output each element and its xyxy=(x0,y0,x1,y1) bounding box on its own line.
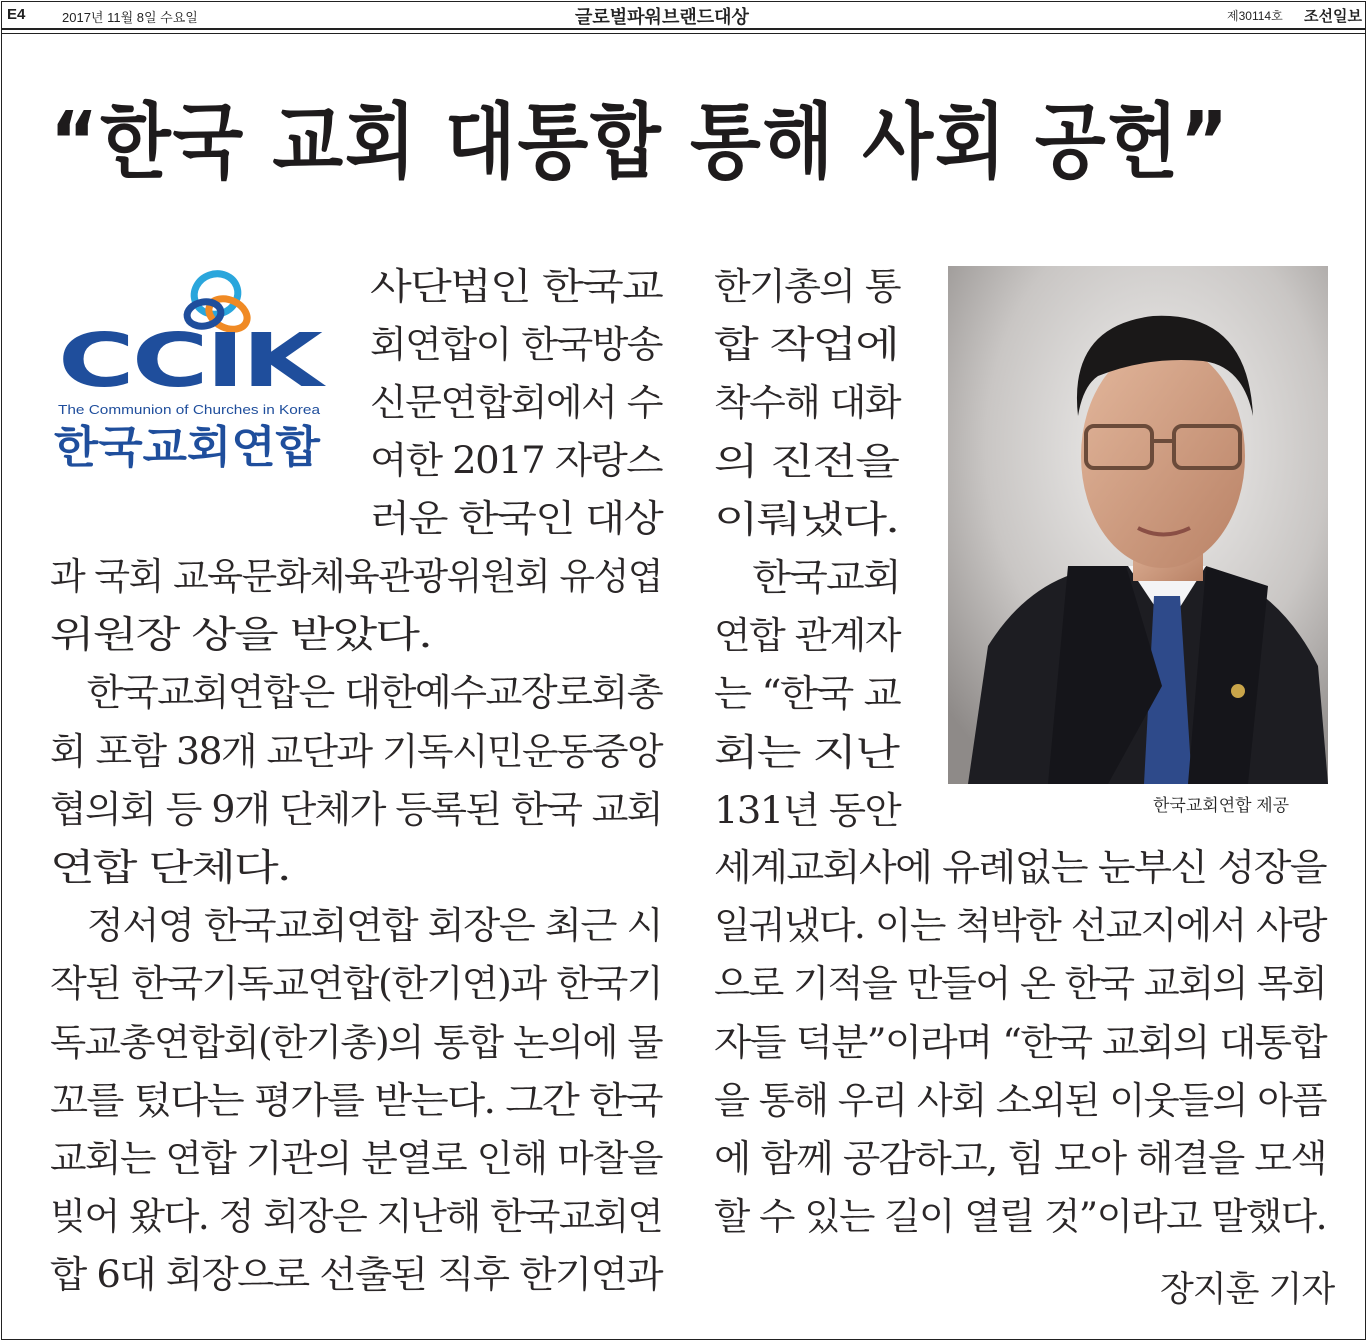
article-line: 이뤄냈다. xyxy=(714,497,899,541)
article-line: 독교총연합회(한기총)의 통합 논의에 물 xyxy=(50,1020,662,1064)
header-rule xyxy=(2,28,1365,30)
article-line: 연합 단체다. xyxy=(50,846,290,889)
article-line: 한국교회 xyxy=(714,556,900,599)
article-line: 여한 2017 자랑스 xyxy=(370,439,662,482)
photo-caption: 한국교회연합 제공 xyxy=(1153,796,1290,815)
article-line: 의 진전을 xyxy=(714,439,899,483)
article-line: 작된 한국기독교연합(한기연)과 한국기 xyxy=(50,962,662,1006)
logo-subtitle: The Communion of Churches in Korea xyxy=(58,402,321,417)
article-line: 착수해 대화 xyxy=(714,381,900,425)
portrait-photo xyxy=(948,266,1328,784)
logo-wordmark: CCIK xyxy=(58,318,327,404)
article-line: 합 작업에 xyxy=(714,323,899,367)
issue-number: 제30114호 xyxy=(1227,9,1283,23)
article-line: 합 6대 회장으로 선출된 직후 한기연과 xyxy=(50,1253,662,1297)
article-line: 위원장 상을 받았다. xyxy=(50,613,431,657)
article-line: 는 “한국 교 xyxy=(714,672,900,716)
article-line: 할 수 있는 길이 열릴 것”이라고 말했다. xyxy=(714,1195,1326,1239)
article-line: 일궈냈다. 이는 척박한 선교지에서 사랑 xyxy=(714,904,1326,948)
article-line: 세계교회사에 유례없는 눈부신 성장을 xyxy=(714,846,1326,889)
article-line: 회연합이 한국방송 xyxy=(370,323,662,366)
byline: 장지훈 기자 xyxy=(1160,1270,1335,1310)
article-line: 연합 관계자 xyxy=(714,614,900,658)
issue-date: 2017년 11월 8일 수요일 xyxy=(62,10,198,25)
article-line: 과 국회 교육문화체육관광위원회 유성엽 xyxy=(50,555,662,598)
headline: “한국 교회 대통합 통해 사회 공헌” xyxy=(50,95,1230,190)
article-line: 을 통해 우리 사회 소외된 이웃들의 아픔 xyxy=(714,1078,1326,1122)
article-line: 회 포함 38개 교단과 기독시민운동중앙 xyxy=(50,729,662,773)
article-line: 회는 지난 xyxy=(714,730,899,774)
section-title: 글로벌파워브랜드대상 xyxy=(575,7,749,27)
header-rule-thin xyxy=(2,33,1365,34)
article-line: 꼬를 텄다는 평가를 받는다. 그간 한국 xyxy=(50,1078,662,1122)
article-line: 협의회 등 9개 단체가 등록된 한국 교회 xyxy=(50,787,662,831)
newspaper-name: 조선일보 xyxy=(1304,8,1362,25)
article-line: 자들 덕분”이라며 “한국 교회의 대통합 xyxy=(714,1020,1326,1064)
article-line: 131년 동안 xyxy=(714,788,900,832)
logo-korean-name: 한국교회연합 xyxy=(54,422,322,473)
article-line: 정서영 한국교회연합 회장은 최근 시 xyxy=(50,904,662,948)
article-line: 한국교회연합은 대한예수교장로회총 xyxy=(50,671,662,715)
article-line: 한기총의 통 xyxy=(714,265,900,308)
article-line: 러운 한국인 대상 xyxy=(370,497,662,540)
article-line: 신문연합회에서 수 xyxy=(370,381,662,424)
article-line: 사단법인 한국교 xyxy=(370,265,662,308)
article-line: 에 함께 공감하고, 힘 모아 해결을 모색 xyxy=(714,1137,1326,1180)
ccik-logo xyxy=(48,258,338,478)
page-number: E4 xyxy=(7,6,26,23)
article-line: 교회는 연합 기관의 분열로 인해 마찰을 xyxy=(50,1137,662,1180)
article-line: 으로 기적을 만들어 온 한국 교회의 목회 xyxy=(714,962,1326,1006)
article-line: 빚어 왔다. 정 회장은 지난해 한국교회연 xyxy=(50,1195,662,1239)
